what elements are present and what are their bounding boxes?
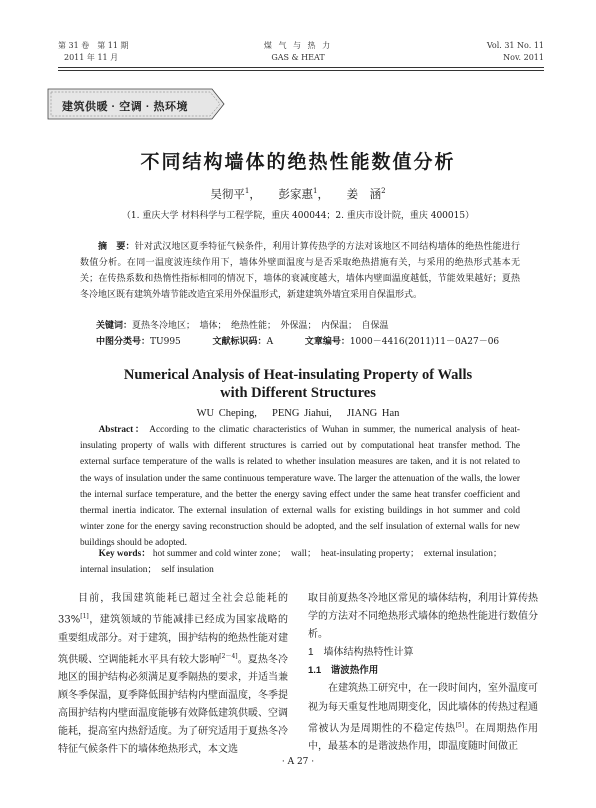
header-journal-name: 煤 气 与 热 力 GAS & HEAT bbox=[263, 41, 333, 62]
abstract-en bbox=[80, 422, 520, 552]
body-column-right bbox=[308, 590, 538, 756]
abstract-cn-label: 摘 要： bbox=[98, 241, 135, 251]
page-number: · A 27 · bbox=[281, 757, 315, 767]
abstract-en-label: Abstract： bbox=[98, 425, 146, 435]
authors-en: WU Cheping, PENG Jiahui, JIANG Han bbox=[196, 408, 400, 419]
author-1: 吴彻平$^1$， bbox=[210, 187, 261, 201]
author-3: 姜 涵$^2$ bbox=[346, 187, 386, 201]
body-column-left bbox=[58, 590, 288, 760]
author-2: 彭家惠$^1$， bbox=[278, 187, 329, 201]
authors-cn bbox=[0, 186, 596, 202]
section-heading-1: 1 墙体结构热特性计算 bbox=[308, 647, 414, 659]
classification-line: 中图分类号：TU995 文献标识码：A 文章编号：1000－4416(2011)11－0A27－06 bbox=[96, 336, 500, 347]
section-banner-text: 建筑供暖 · 空调 · 热环境 bbox=[62, 101, 189, 113]
header-rule-bottom bbox=[58, 70, 544, 71]
abstract-cn bbox=[80, 238, 520, 303]
paper-title-en: Numerical Analysis of Heat-insulating Property of Walls with Different Structures bbox=[123, 367, 473, 401]
header-rule-top bbox=[58, 67, 544, 68]
header-vol-no: Vol. 31 No. 11 Nov. 2011 bbox=[486, 41, 544, 62]
body-paragraph-intro: 目前，我国建筑能耗已超过全社会总能耗的 33%[1]，建筑领域的节能减排已经成为国家战略的重要组成部分。对于建筑，围护结构的绝热性能对建筑供暖、空调能耗水平具有较大影响[2－4]。夏热冬冷地区的围护结构必须满足夏季隔热的要求，并适当兼顾冬季保温，夏季降低围护结构内壁面温度，冬季提高围护结构内壁面温度能够有效降低建筑供暖、空调能耗，提高室内热舒适度。为了研究适用于夏热冬冷特征气候条件下的墙体绝热形式，本文选 bbox=[58, 593, 289, 756]
abstract-en-text: According to the climatic characteristics of Wuhan in summer, the numerical analysis of heat-insulating property of walls with different structures is carried out by computational heat transfer method. The external surface temperature of the walls is related to whether insulation measures are taken, and it is not related to the ways of insulation under the same continuous temperature wave. The larger the attenuation of the walls, the lower the internal surface temperature, and the better the energy saving effect under the same heat transfer coefficient and thermal inertia indicator. The external insulation of external walls for existing buildings in hot summer and cold winter zone for the energy saving reconstruction should be adopted, and the self insulation of external walls for new buildings should be adopted. bbox=[80, 425, 520, 549]
affiliation-cn: （1. 重庆大学 材料科学与工程学院，重庆 400044；2. 重庆市设计院，重庆 400015） bbox=[121, 211, 475, 221]
header-volume-issue: 第 31 卷 第 11 期 2011 年 11 月 bbox=[58, 41, 129, 62]
keywords-en: Key words： hot summer and cold winter zone； wall； heat-insulating property； external insulation； internal insulation； self insulation bbox=[80, 549, 507, 576]
paper-title-cn: 不同结构墙体的绝热性能数值分析 bbox=[140, 151, 456, 173]
subsection-heading-1-1: 1.1 谐波热作用 bbox=[308, 665, 379, 677]
keywords-cn: 关键词：夏热冬冷地区； 墙体； 绝热性能； 外保温； 内保温； 自保温 bbox=[96, 320, 389, 331]
body-paragraph-continued: 取目前夏热冬冷地区常见的墙体结构，利用计算传热学的方法对不同绝热形式墙体的绝热性能进行数值分析。 bbox=[308, 593, 538, 641]
abstract-cn-text: 针对武汉地区夏季特征气候条件，利用计算传热学的方法对该地区不同结构墙体的绝热性能进行数值分析。在同一温度波连续作用下，墙体外壁面温度与是否采取绝热措施有关，与采用的绝热形式基本无关；在传热系数和热惰性指标相同的情况下，墙体的衰减度越大，墙体内壁面温度越低，节能效果越好；夏热冬冷地区既有建筑外墙节能改造宜采用外保温形式，新建建筑外墙宜采用自保温形式。 bbox=[80, 242, 520, 300]
body-paragraph-harmonic: 在建筑热工研究中，在一段时间内，室外温度可视为每天重复性地周期变化，因此墙体的传热过程通常被认为是周期性的不稳定传热[5]。在周期热作用中，最基本的是谐波热作用，即温度随时间做正 bbox=[308, 683, 539, 753]
